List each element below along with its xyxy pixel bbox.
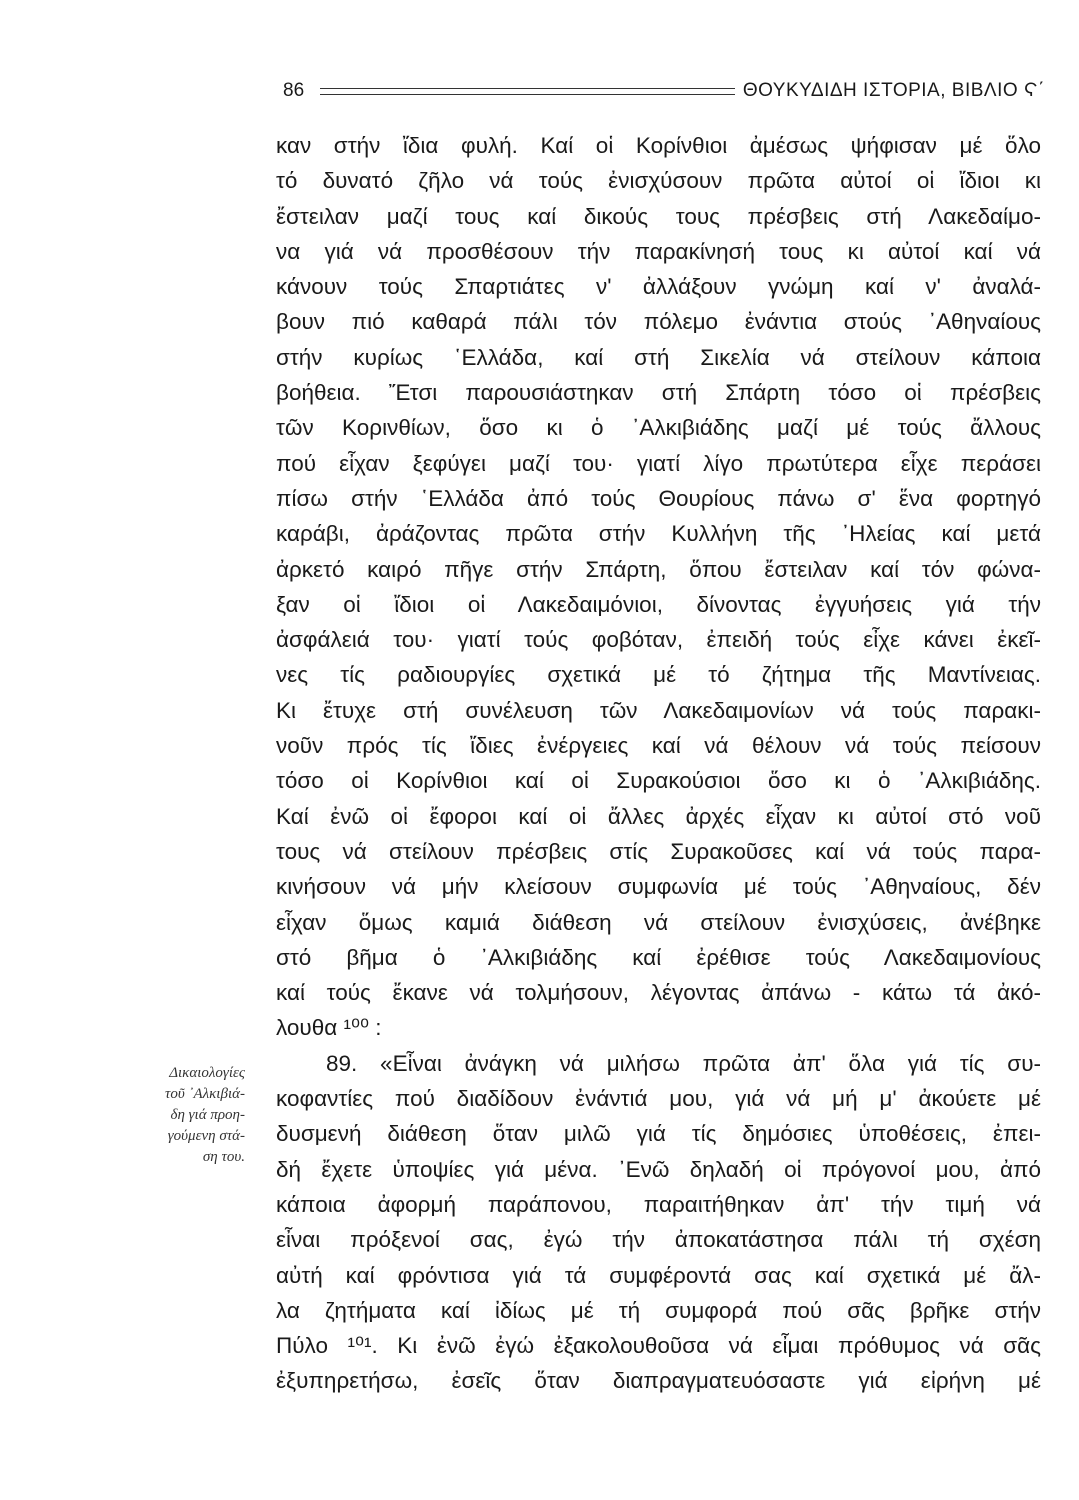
text-line: πού εἶχαν ξεφύγει μαζί του· γιατί λίγο πρωτύτερα εἶχε περάσει	[276, 450, 1041, 476]
text-line: δυσμενή διάθεση ὅταν μιλῶ γιά τίς δημόσιες ὑποθέσεις, ἐπει-	[276, 1121, 1041, 1147]
text-line: τους νά στείλουν πρέσβεις στίς Συρακοῦσες καί νά τούς παρα-	[276, 838, 1041, 864]
text-line: νες τίς ραδιουργίες σχετικά μέ τό ζήτημα τῆς Μαντίνειας.	[276, 662, 1041, 688]
text-line: τόσο οἱ Κορίνθιοι καί οἱ Συρακούσιοι ὅσο κι ὁ ᾿Αλκιβιάδης.	[276, 768, 1041, 794]
text-line: βουν πιό καθαρά πάλι τόν πόλεμο ἐνάντια στούς ᾿Αθηναίους	[276, 309, 1041, 335]
text-line: πίσω στήν ῾Ελλάδα ἀπό τούς Θουρίους πάνω σ' ἕνα φορτηγό	[276, 485, 1041, 511]
text-line: Κι ἔτυχε στή συνέλευση τῶν Λακεδαιμονίων νά τούς παρακι-	[276, 697, 1041, 723]
text-line: εἶναι πρόξενοί σας, ἐγώ τήν ἀποκατάστησα πάλι τή σχέση	[276, 1227, 1041, 1253]
text-line: λα ζητήματα καί ἰδίως μέ τή συμφορά πού σᾶς βρῆκε στήν	[276, 1297, 1041, 1323]
text-line: τῶν Κορινθίων, ὅσο κι ὁ ᾿Αλκιβιάδης μαζί μέ τούς ἄλλους	[276, 415, 1041, 441]
text-line: εἶχαν ὅμως καμιά διάθεση νά στείλουν ἐνισχύσεις, ἀνέβηκε	[276, 909, 1041, 935]
text-line: καράβι, ἀράζοντας πρῶτα στήν Κυλλήνη τῆς ᾿Ηλείας καί μετά	[276, 521, 1041, 547]
header-rule	[320, 88, 735, 95]
text-line: ἀσφάλειά του· γιατί τούς φοβόταν, ἐπειδή τούς εἶχε κάνει ἐκεῖ-	[276, 627, 1041, 653]
text-line: ξαν οἱ ἴδιοι οἱ Λακεδαιμόνιοι, δίνοντας ἐγγυήσεις γιά τήν	[276, 591, 1041, 617]
text-line: αὐτή καί φρόντισα γιά τά συμφέροντά σας καί σχετικά μέ ἄλ-	[276, 1262, 1041, 1288]
text-line: ἐξυπηρετήσω, ἐσεῖς ὅταν διαπραγματευόσαστε γιά εἰρήνη μέ	[276, 1368, 1041, 1394]
text-line: κοφαντίες πού διαδίδουν ἐνάντιά μου, γιά νά μή μ' ἀκούετε μέ	[276, 1086, 1041, 1112]
page-number: 86	[283, 80, 305, 101]
text-line: Καί ἐνῶ οἱ ἔφοροι καί οἱ ἄλλες ἀρχές εἶχαν κι αὐτοί στό νοῦ	[276, 803, 1041, 829]
text-line: καί τούς ἔκανε νά τολμήσουν, λέγοντας ἀπάνω - κάτω τά ἀκό-	[276, 980, 1041, 1006]
text-line: να γιά νά προσθέσουν τήν παρακίνησή τους κι αὐτοί καί νά	[276, 238, 1041, 264]
text-line: δή ἔχετε ὑποψίες γιά μένα. ᾿Ενῶ δηλαδή οἱ πρόγονοί μου, ἀπό	[276, 1156, 1041, 1182]
body-text	[276, 128, 1041, 1399]
text-line: ἔστειλαν μαζί τους καί δικούς τους πρέσβεις στή Λακεδαίμο-	[276, 203, 1041, 229]
text-line: νοῦν πρός τίς ἴδιες ἐνέργειες καί νά θέλουν νά τούς πείσουν	[276, 733, 1041, 759]
running-header	[283, 76, 1045, 106]
text-line: ἀρκετό καιρό πῆγε στήν Σπάρτη, ὅπου ἔστειλαν καί τόν φώνα-	[276, 556, 1041, 582]
margin-note-line: δη γιά προη-	[170, 1107, 245, 1123]
text-line: καν στήν ἴδια φυλή. Καί οἱ Κορίνθιοι ἀμέσως ψήφισαν μέ ὅλο	[276, 133, 1041, 158]
margin-note-line: γούμενη στά-	[167, 1128, 245, 1144]
margin-note	[95, 1063, 245, 1168]
text-line: στήν κυρίως ῾Ελλάδα, καί στή Σικελία νά στείλουν κάποια	[276, 344, 1041, 370]
text-line: κάποια ἀφορμή παράπονου, παραιτήθηκαν ἀπ' τήν τιμή νά	[276, 1191, 1041, 1217]
text-line: κινήσουν νά μήν κλείσουν συμφωνία μέ τούς ᾿Αθηναίους, δέν	[276, 874, 1041, 900]
text-line: κάνουν τούς Σπαρτιάτες ν' ἀλλάξουν γνώμη καί ν' ἀναλά-	[276, 274, 1041, 300]
text-line: τό δυνατό ζῆλο νά τούς ἐνισχύσουν πρῶτα αὐτοί οἱ ἴδιοι κι	[276, 168, 1041, 194]
margin-note-line: ση του.	[202, 1149, 245, 1165]
margin-note-line: Δικαιολογίες	[169, 1065, 245, 1081]
text-line: στό βῆμα ὁ ᾿Αλκιβιάδης καί ἐρέθισε τούς Λακεδαιμονίους	[276, 944, 1041, 970]
margin-note-line: τοῦ ᾿Αλκιβιά-	[164, 1086, 245, 1102]
text-line: βοήθεια. Ἔτσι παρουσιάστηκαν στή Σπάρτη τόσο οἱ πρέσβεις	[276, 380, 1041, 406]
running-head: ΘΟΥΚΥΔΙΔΗ ΙΣΤΟΡΙΑ, ΒΙΒΛΙΟ Ϛ΄	[742, 80, 1045, 101]
text-line: Πύλο ¹⁰¹. Κι ἐνῶ ἐγώ ἐξακολουθοῦσα νά εἶμαι πρόθυμος νά σᾶς	[276, 1333, 1041, 1359]
text-line: λουθα ¹⁰⁰ :	[276, 1015, 382, 1041]
section-start-line: 89. «Εἶναι ἀνάγκη νά μιλήσω πρῶτα ἀπ' ὅλα γιά τίς συ-	[326, 1050, 1041, 1076]
